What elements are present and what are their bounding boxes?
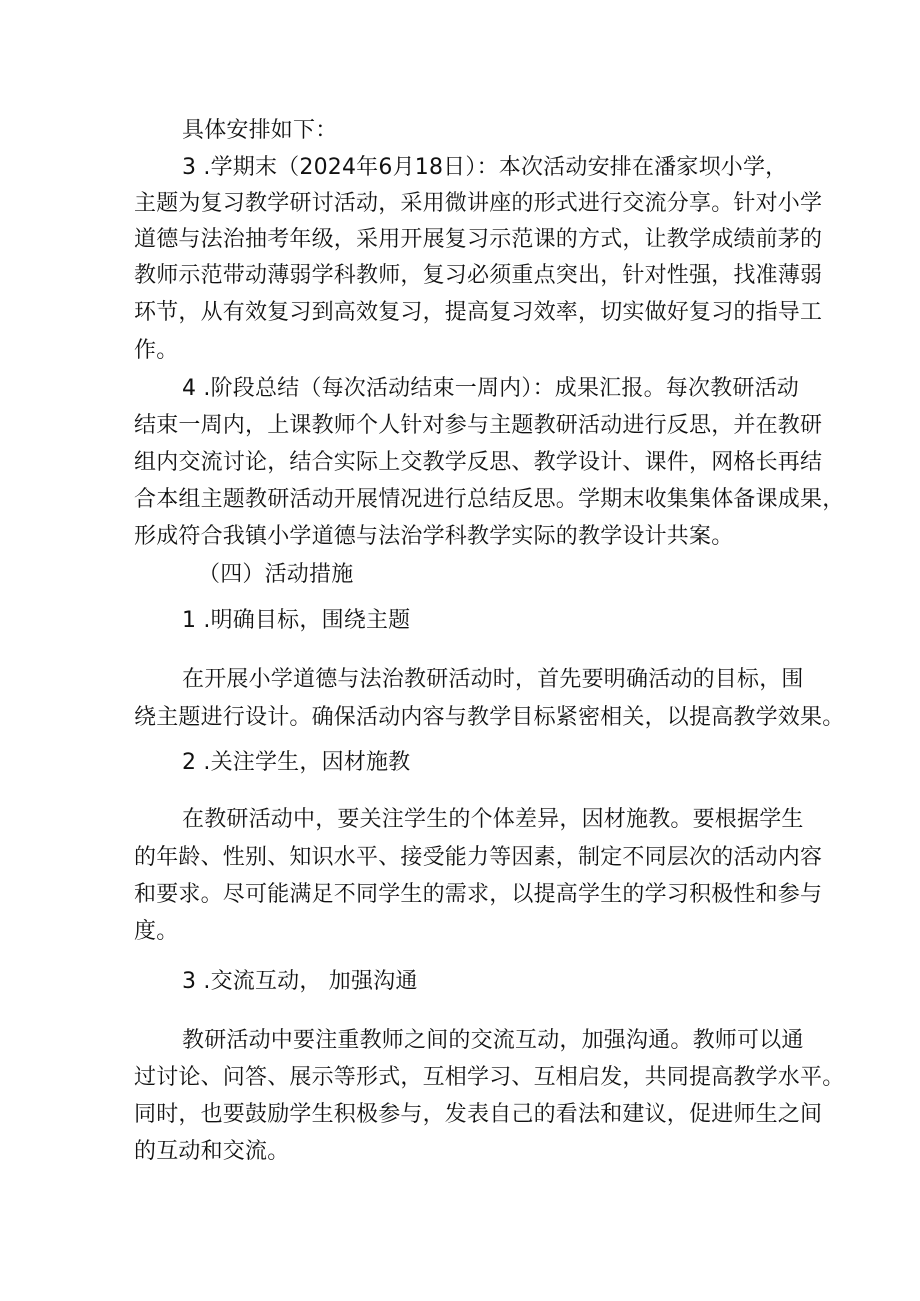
paragraph-line: 合本组主题教研活动开展情况进行总结反思。学期末收集集体备课成果， — [134, 487, 845, 512]
paragraph-line: 的互动和交流。 — [134, 1139, 290, 1164]
measure-3-heading: 3 .交流互动， 加强沟通 — [182, 969, 418, 994]
paragraph-line: 过讨论、问答、展示等形式，互相学习、互相启发，共同提高教学水平。 — [134, 1065, 845, 1090]
paragraph-line: 的年龄、性别、知识水平、接受能力等因素，制定不同层次的活动内容 — [134, 845, 823, 870]
paragraph-line: 组内交流讨论，结合实际上交教学反思、教学设计、课件，网格长再结 — [134, 450, 823, 475]
paragraph-line: 结束一周内，上课教师个人针对参与主题教研活动进行反思，并在教研 — [134, 413, 823, 438]
paragraph-line: 主题为复习教学研讨活动，采用微讲座的形式进行交流分享。针对小学 — [134, 191, 823, 216]
intro-line: 具体安排如下： — [182, 118, 338, 143]
paragraph-line: 作。 — [134, 338, 179, 363]
paragraph-line: 和要求。尽可能满足不同学生的需求，以提高学生的学习积极性和参与 — [134, 882, 823, 907]
measure-2-heading: 2 .关注学生，因材施教 — [182, 750, 411, 775]
paragraph-line: 形成符合我镇小学道德与法治学科教学实际的教学设计共案。 — [134, 524, 734, 549]
paragraph-line: 同时，也要鼓励学生积极参与，发表自己的看法和建议，促进师生之间 — [134, 1102, 823, 1127]
paragraph-line: 在教研活动中，要关注学生的个体差异，因材施教。要根据学生 — [182, 807, 804, 832]
item-4-heading-line: 4 .阶段总结（每次活动结束一周内）：成果汇报。每次教研活动 — [182, 376, 799, 401]
paragraph-line: 绕主题进行设计。确保活动内容与教学目标紧密相关，以提高教学效果。 — [134, 705, 845, 730]
paragraph-line: 度。 — [134, 919, 179, 944]
paragraph-line: 环节，从有效复习到高效复习，提高复习效率，切实做好复习的指导工 — [134, 300, 823, 325]
paragraph-line: 道德与法治抽考年级，采用开展复习示范课的方式，让教学成绩前茅的 — [134, 227, 823, 252]
paragraph-line: 在开展小学道德与法治教研活动时，首先要明确活动的目标，围 — [182, 667, 804, 692]
paragraph-line: 教研活动中要注重教师之间的交流互动，加强沟通。教师可以通 — [182, 1028, 804, 1053]
section-heading: （四）活动措施 — [198, 562, 354, 587]
measure-1-heading: 1 .明确目标，围绕主题 — [182, 608, 411, 633]
paragraph-line: 教师示范带动薄弱学科教师，复习必须重点突出，针对性强，找准薄弱 — [134, 263, 823, 288]
item-3-heading-line: 3 .学期末（2024年6月18日）：本次活动安排在潘家坝小学， — [182, 155, 788, 180]
